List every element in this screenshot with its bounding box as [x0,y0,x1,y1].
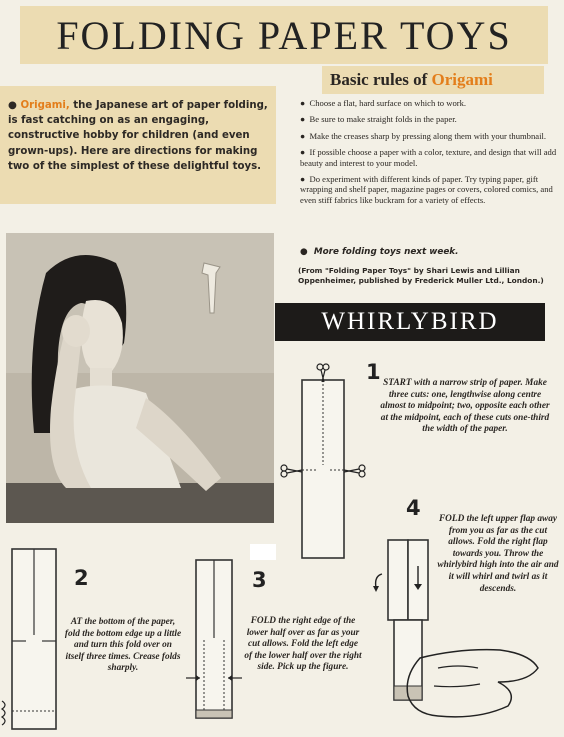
rules-heading-prefix: Basic rules of [330,70,432,89]
bullet-icon: ● [300,98,310,108]
step-1-number: 1 [366,360,381,384]
step-2-text: AT the bottom of the paper, fold the bottom edge up a little and turn this fold over on itself three times. Crease folds sharply. [64,617,182,674]
bullet-icon: ● [300,147,310,158]
curved-arrow-icon [373,574,382,592]
bullet-icon: ● [300,174,310,185]
credit-text: (From "Folding Paper Toys" by Shari Lewis and Lillian Oppenheimer, published by Frederick Muller Ltd., London.) [298,266,544,285]
rule-item [298,174,564,205]
bullet-icon: ● [300,130,310,141]
scissors-icon [281,465,302,477]
whirlybird-title: WHIRLYBIRD [321,308,499,335]
step-3-number: 3 [252,568,267,592]
girl-photo [6,233,274,523]
rule-text: Be sure to make straight folds in the paper. [309,114,457,125]
step-4-number: 4 [406,496,421,520]
intro-body: the Japanese art of paper folding, is fast catching on as an engaging, constructive hobby for children (and even grown-ups). Here are directions for making two of the simplest of these delightful toys. [8,100,268,172]
intro-paragraph [8,98,270,174]
page-title: FOLDING PAPER TOYS [56,12,512,58]
intro-highlight: Origami, [20,100,70,111]
bullet-icon: ● [300,247,314,257]
rules-heading [330,70,493,90]
more-toys-text: More folding toys next week. [313,247,459,257]
hand-icon [407,650,538,717]
step-4-text: FOLD the left upper flap away from you as far as the cut allows. Fold the right flap towards you. Throw the whirlybird high into the air and it will whirl and twirl as it descends. [437,514,559,594]
whirlybird-banner [275,303,545,341]
step-3-text: FOLD the right edge of the lower half over as far as your cut allows. Fold the left edge of the lower half over the right side. Pick up the figure. [244,616,362,673]
rule-item [298,98,564,108]
girl-photo-illustration [6,233,274,523]
step-2-diagram [0,545,70,735]
rule-text: Choose a flat, hard surface on which to work. [309,98,467,108]
rule-text: Do experiment with different kinds of paper. Try typing paper, gift wrapping and shelf paper, magazine pages or covers, colored comics, and even stiff fabrics like buckram for a variety of effects. [300,174,553,205]
rule-item [298,147,564,168]
rule-item [298,131,564,141]
bullet-icon: ● [8,100,21,111]
scissors-icon [344,465,365,477]
step-1-diagram [280,360,380,560]
rules-heading-highlight: Origami [431,70,493,89]
rule-item [298,114,564,124]
step-1-text: START with a narrow strip of paper. Make three cuts: one, lengthwise along centre almost to midpoint; two, opposite each other at the midpoint, each of these cuts one-third the width of the paper. [380,378,550,435]
bullet-icon: ● [300,114,310,125]
title-banner [20,6,548,64]
rules-list [298,98,564,211]
step-2-number: 2 [74,566,89,590]
rule-text: Make the creases sharp by pressing along them with your thumbnail. [309,130,547,141]
rule-text: If possible choose a paper with a color, texture, and design that will add beauty and interest to your model. [300,147,557,168]
more-toys-note [300,247,459,257]
step-3-diagram [186,558,246,728]
blank-patch [250,544,276,560]
